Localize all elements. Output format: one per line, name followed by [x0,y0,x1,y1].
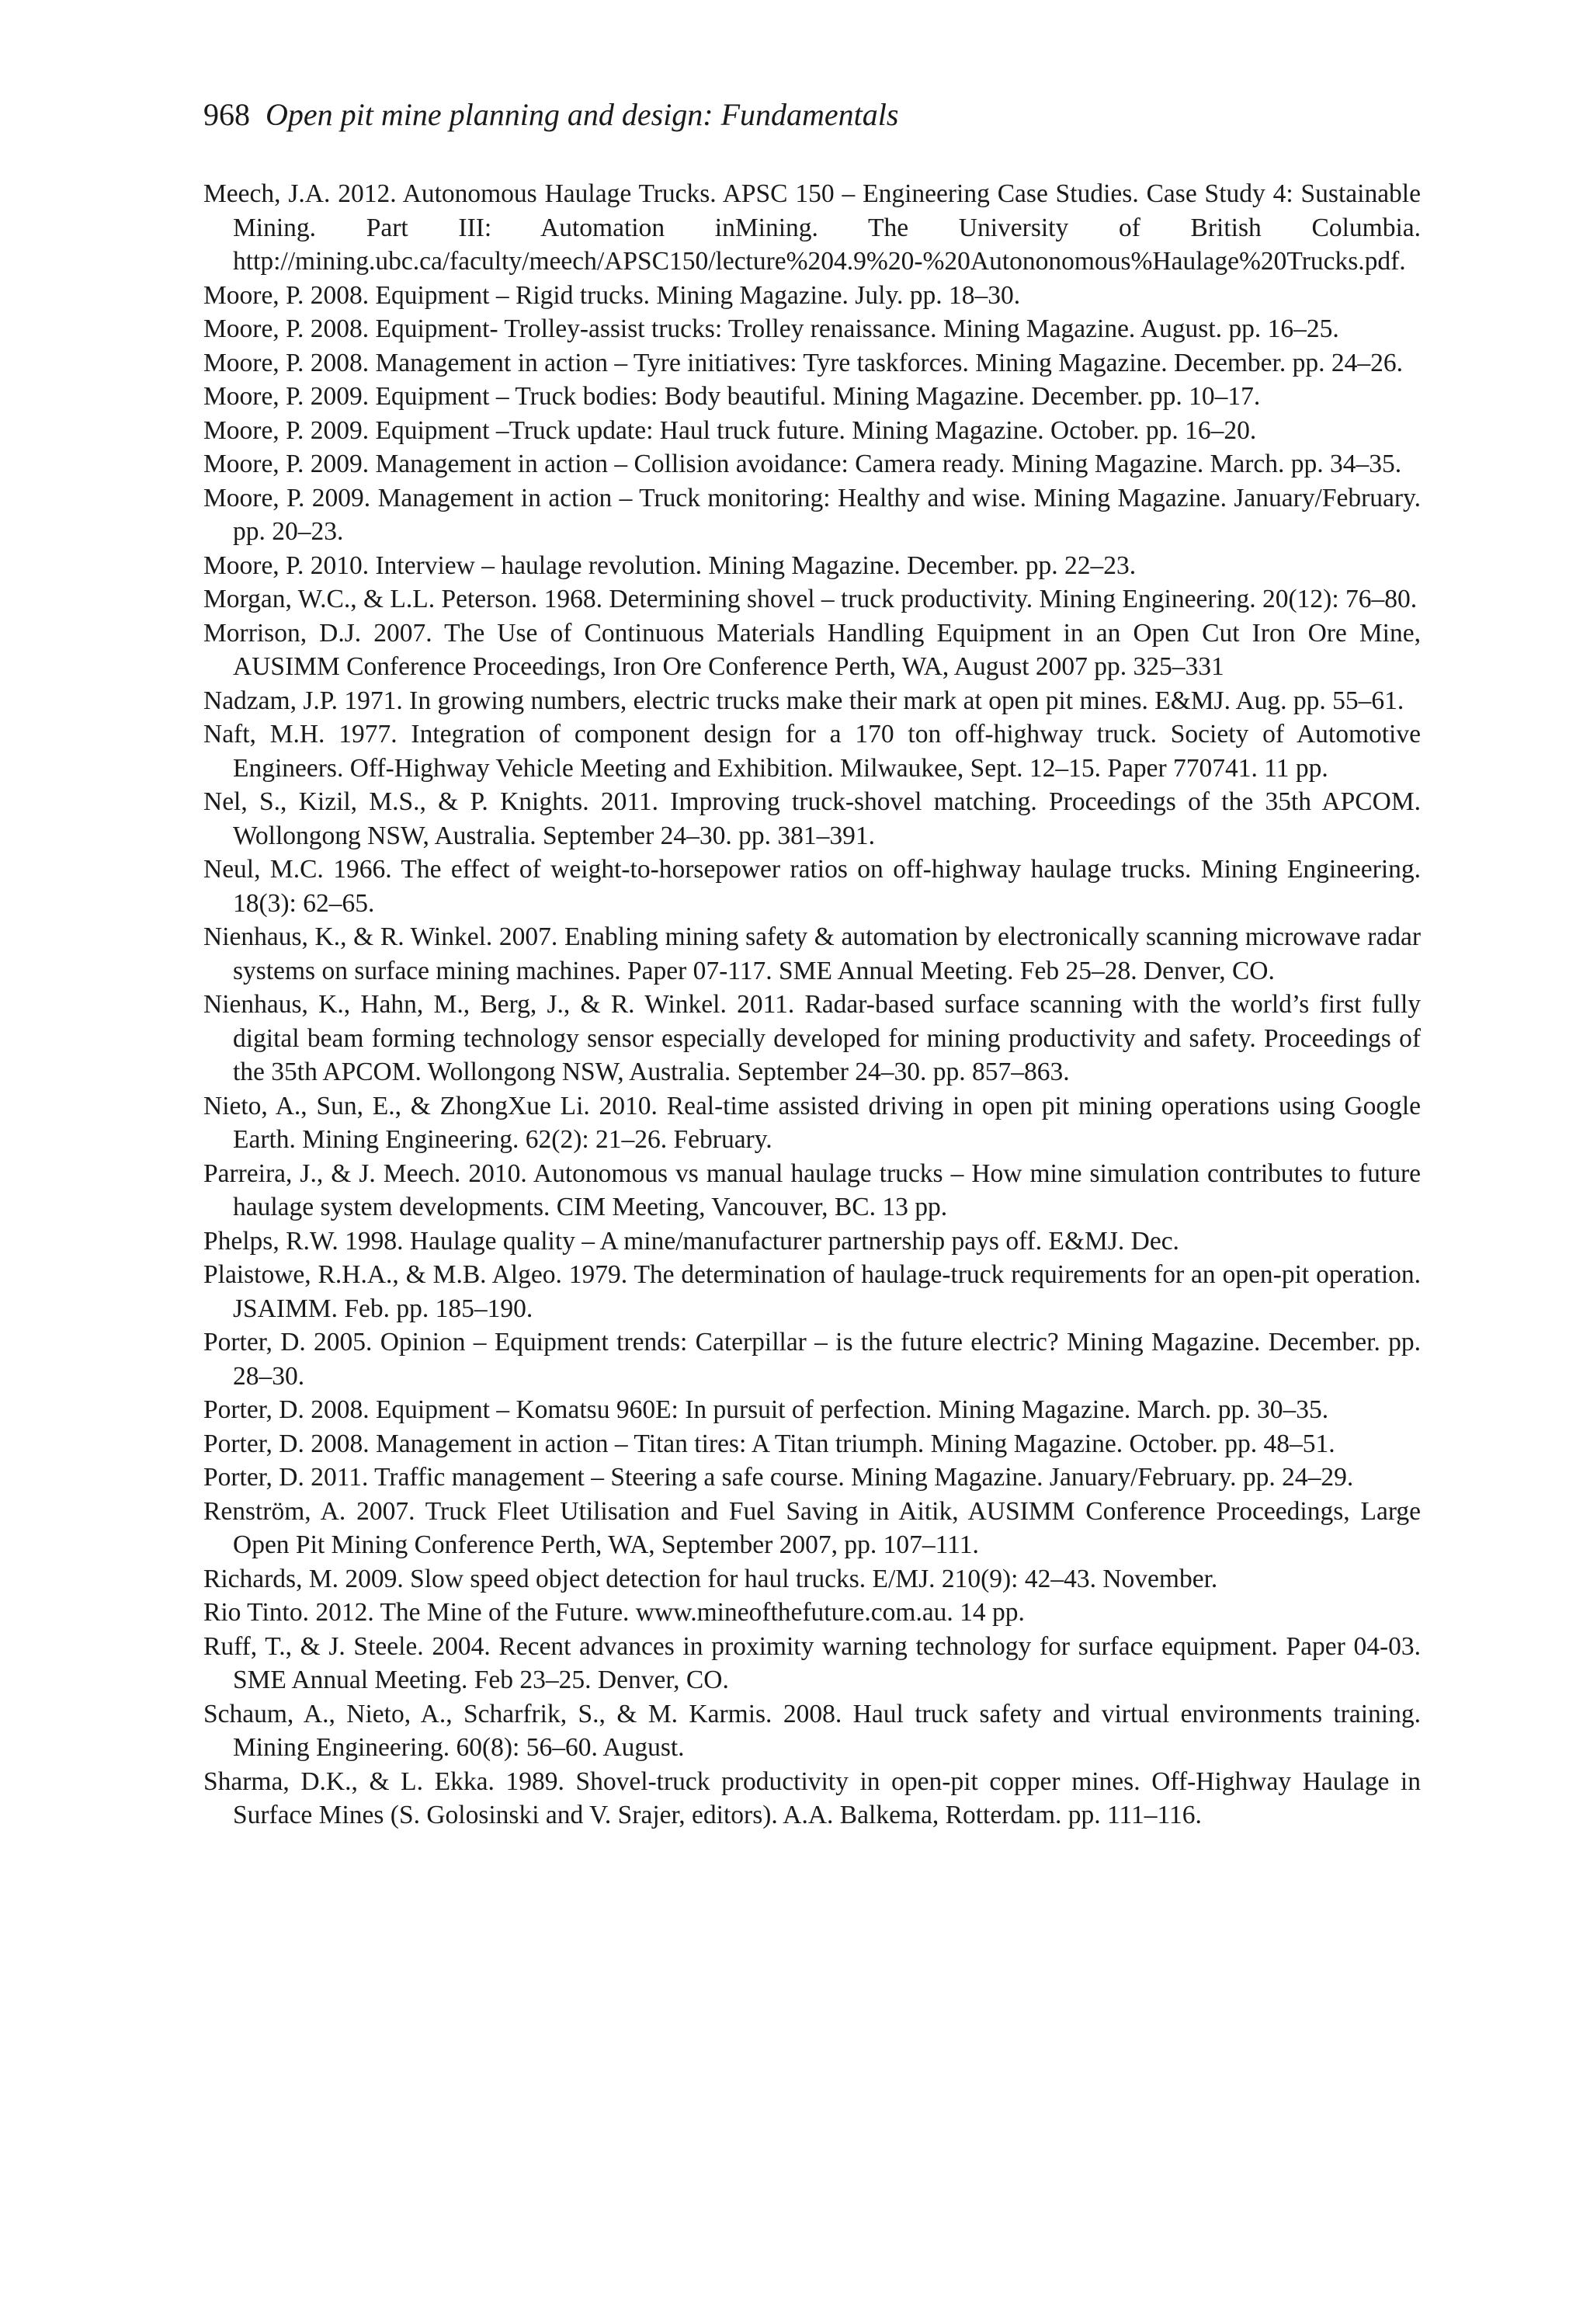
reference-entry: Nieto, A., Sun, E., & ZhongXue Li. 2010. Real-time assisted driving in open pit mining operations using Google Earth. Mining Engineering. 62(2): 21–26. February. [203,1091,1421,1154]
reference-entry: Plaistowe, R.H.A., & M.B. Algeo. 1979. The determination of haulage-truck requirements for an open-pit operation. JSAIMM. Feb. pp. 185–190. [203,1260,1421,1323]
reference-entry: Schaum, A., Nieto, A., Scharfrik, S., & M. Karmis. 2008. Haul truck safety and virtual environments training. Mining Engineering. 60(8): 56–60. August. [203,1699,1421,1762]
reference-entry: Parreira, J., & J. Meech. 2010. Autonomous vs manual haulage trucks – How mine simulation contributes to future haulage system developments. CIM Meeting, Vancouver, BC. 13 pp. [203,1159,1421,1221]
reference-entry: Morgan, W.C., & L.L. Peterson. 1968. Determining shovel – truck productivity. Mining Engineering. 20(12): 76–80. [203,585,1418,613]
reference-entry: Porter, D. 2008. Equipment – Komatsu 960E: In pursuit of perfection. Mining Magazine. March. pp. 30–35. [203,1395,1329,1424]
reference-entry: Meech, J.A. 2012. Autonomous Haulage Trucks. APSC 150 – Engineering Case Studies. Case Study 4: Sustainable Mining. Part III: Automation inMining. The University of British Columbia. http://mining.ubc.ca/faculty/meech/APSC150/lecture%204.9%20-%20Autononomous%Haulage%20Trucks.pdf. [203,179,1421,276]
reference-entry: Rio Tinto. 2012. The Mine of the Future. www.mineofthefuture.com.au. 14 pp. [203,1598,1025,1627]
reference-entry: Moore, P. 2009. Equipment –Truck update: Haul truck future. Mining Magazine. October. pp. 16–20. [203,415,1257,445]
page-header [203,92,898,138]
reference-entry: Moore, P. 2009. Management in action – Truck monitoring: Healthy and wise. Mining Magazine. January/February. pp. 20–23. [203,483,1421,546]
reference-entry: Moore, P. 2010. Interview – haulage revolution. Mining Magazine. December. pp. 22–23. [203,551,1137,580]
reference-entry: Nel, S., Kizil, M.S., & P. Knights. 2011. Improving truck-shovel matching. Proceedings of the 35th APCOM. Wollongong NSW, Australia. September 24–30. pp. 381–391. [203,787,1421,850]
reference-entry: Nienhaus, K., & R. Winkel. 2007. Enabling mining safety & automation by electronically scanning microwave radar systems on surface mining machines. Paper 07-117. SME Annual Meeting. Feb 25–28. Denver, CO. [203,922,1421,985]
page-number: 968 [203,97,250,132]
reference-entry: Phelps, R.W. 1998. Haulage quality – A mine/manufacturer partnership pays off. E&MJ. Dec. [203,1226,1179,1256]
running-title: Open pit mine planning and design: Fundamentals [266,97,899,132]
reference-entry: Porter, D. 2011. Traffic management – Steering a safe course. Mining Magazine. January/February. pp. 24–29. [203,1463,1354,1492]
reference-entry: Sharma, D.K., & L. Ekka. 1989. Shovel-truck productivity in open-pit copper mines. Off-Highway Haulage in Surface Mines (S. Golosinski and V. Srajer, editors). A.A. Balkema, Rotterdam. pp. 111–116. [203,1766,1421,1829]
reference-entry: Moore, P. 2008. Management in action – Tyre initiatives: Tyre taskforces. Mining Magazine. December. pp. 24–26. [203,348,1403,377]
reference-entry: Ruff, T., & J. Steele. 2004. Recent advances in proximity warning technology for surface equipment. Paper 04-03. SME Annual Meeting. Feb 23–25. Denver, CO. [203,1631,1421,1694]
reference-entry: Porter, D. 2005. Opinion – Equipment trends: Caterpillar – is the future electric? Mining Magazine. December. pp. 28–30. [203,1328,1421,1391]
reference-entry: Richards, M. 2009. Slow speed object detection for haul trucks. E/MJ. 210(9): 42–43. November. [203,1564,1218,1593]
reference-entry: Moore, P. 2008. Equipment- Trolley-assist trucks: Trolley renaissance. Mining Magazine. August. pp. 16–25. [203,314,1339,343]
reference-entry: Moore, P. 2009. Management in action – Collision avoidance: Camera ready. Mining Magazine. March. pp. 34–35. [203,450,1402,478]
reference-entry: Porter, D. 2008. Management in action – Titan tires: A Titan triumph. Mining Magazine. October. pp. 48–51. [203,1429,1335,1458]
reference-entry: Naft, M.H. 1977. Integration of component design for a 170 ton off-highway truck. Society of Automotive Engineers. Off-Highway Vehicle Meeting and Exhibition. Milwaukee, Sept. 12–15. Paper 770741. 11 pp. [203,720,1421,783]
reference-entry: Morrison, D.J. 2007. The Use of Continuous Materials Handling Equipment in an Open Cut Iron Ore Mine, AUSIMM Conference Proceedings, Iron Ore Conference Perth, WA, August 2007 pp. 325–331 [203,618,1421,681]
reference-entry: Nadzam, J.P. 1971. In growing numbers, electric trucks make their mark at open pit mines. E&MJ. Aug. pp. 55–61. [203,686,1404,715]
reference-entry: Moore, P. 2008. Equipment – Rigid trucks. Mining Magazine. July. pp. 18–30. [203,280,1021,310]
reference-entry: Renström, A. 2007. Truck Fleet Utilisation and Fuel Saving in Aitik, AUSIMM Conference Proceedings, Large Open Pit Mining Conference Perth, WA, September 2007, pp. 107–111. [203,1496,1421,1559]
reference-entry: Moore, P. 2009. Equipment – Truck bodies: Body beautiful. Mining Magazine. December. pp. 10–17. [203,382,1261,411]
reference-list [203,177,1421,1832]
reference-entry: Neul, M.C. 1966. The effect of weight-to-horsepower ratios on off-highway haulage trucks. Mining Engineering. 18(3): 62–65. [203,855,1421,918]
reference-entry: Nienhaus, K., Hahn, M., Berg, J., & R. Winkel. 2011. Radar-based surface scanning with the world’s first fully digital beam forming technology sensor especially developed for mining productivity and safety. Proceedings of the 35th APCOM. Wollongong NSW, Australia. September 24–30. pp. 857–863. [203,990,1421,1086]
